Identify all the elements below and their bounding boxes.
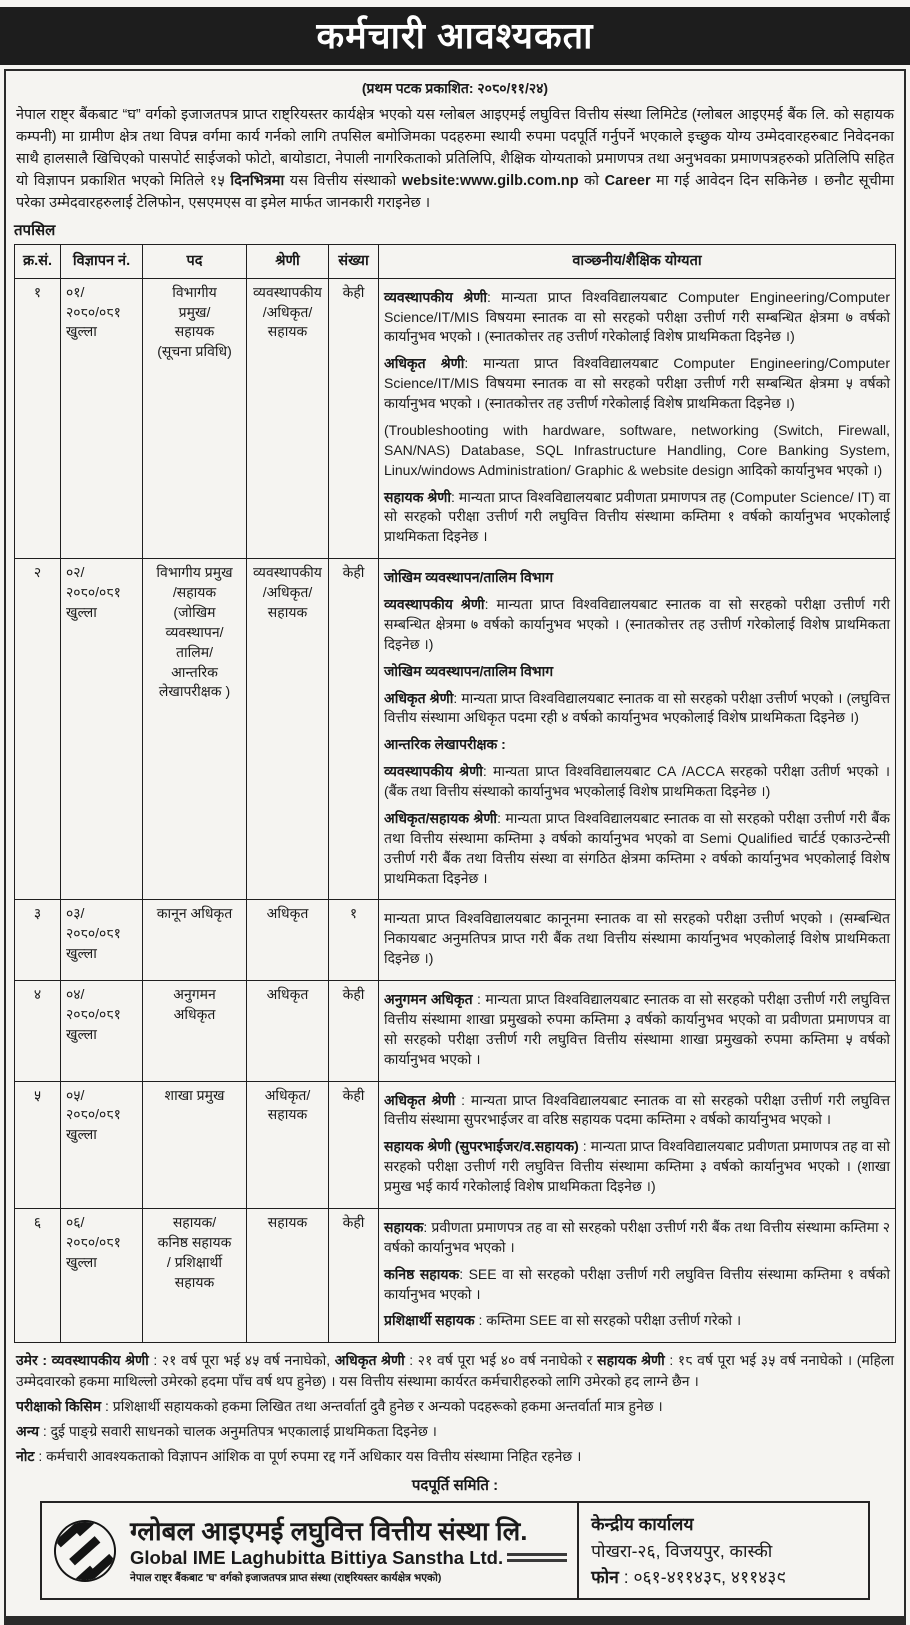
organization-names	[130, 1517, 567, 1585]
table-row	[15, 981, 896, 1082]
license-note: नेपाल राष्ट्र बैंकबाट 'घ' वर्गको इजाजतपत्र प्राप्त संस्था (राष्ट्रियस्तर कार्यक्षेत्र भएको)	[130, 1571, 442, 1584]
serial-number: ५	[15, 1081, 61, 1208]
grade-level: व्यवस्थापकीय /अधिकृत/ सहायक	[247, 278, 329, 559]
serial-number: ३	[15, 900, 61, 981]
page-title: कर्मचारी आवश्यकता	[0, 7, 910, 65]
phone-label: फोन	[591, 1566, 619, 1587]
grade-level: सहायक	[247, 1208, 329, 1342]
column-header: वाञ्छनीय/शैक्षिक योग्यता	[379, 245, 896, 279]
position-name: अनुगमन अधिकृत	[143, 981, 247, 1082]
advertisement-number: ०२/ २०८०/०८१ खुल्ला	[61, 559, 143, 900]
table-row	[15, 900, 896, 981]
central-office-title: केन्द्रीय कार्यालय	[591, 1514, 694, 1535]
advertisement-number: ०१/ २०८०/०८१ खुल्ला	[61, 278, 143, 559]
central-office-address: पोखरा-२६, विजयपुर, कास्की	[591, 1540, 773, 1561]
organization-name-english: Global IME Laghubitta Bittiya Sanstha Ltd.	[130, 1546, 504, 1568]
position-name: कानून अधिकृत	[143, 900, 247, 981]
qualification-details: सहायक: प्रवीणता प्रमाणपत्र तह वा सो सरहको परीक्षा उत्तीर्ण गरी बैंक तथा वित्तीय संस्थामा कम्तिमा २ वर्षको कार्यानुभव भएको । कनिष्ठ सहायक: SEE वा सो सरहको परीक्षा उत्तीर्ण गरी लघुवित्त वित्तीय संस्थामा कम्तिमा १ वर्षको कार्यानुभव भएको । प्रशिक्षार्थी सहायक : कम्तिमा SEE वा सो सरहको परीक्षा उत्तीर्ण गरेको ।	[379, 1208, 896, 1342]
table-row	[15, 1208, 896, 1342]
tapasil-label: तपसिल	[14, 222, 56, 240]
qualification-details: मान्यता प्राप्त विश्वविद्यालयबाट कानूनमा स्नातक वा सो सरहको परीक्षा उत्तीर्ण भएको । (सम्बन्धित निकायबाट अनुमतिपत्र प्राप्त गरी बैंक तथा वित्तीय संस्थामा कार्यानुभव भएकोलाई विशेष प्राथमिकता दिइनेछ ।)	[379, 900, 896, 981]
qualification-details: अनुगमन अधिकृत : मान्यता प्राप्त विश्वविद्यालयबाट स्नातक वा सो सरहको परीक्षा उत्तीर्ण गरी लघुवित्त वित्तीय संस्थामा शाखा प्रमुखको रुपमा कम्तिमा ३ वर्षको कार्यानुभव भएको वा प्रवीणता प्रमाणपत्र वा सो सरहको परीक्षा उत्तीर्ण गरी लघुवित्त वित्तीय संस्थामा शाखा प्रमुखको रुपमा कम्तिमा ५ वर्षको कार्यानुभव भएको ।	[379, 981, 896, 1082]
organization-identity	[42, 1503, 577, 1598]
phone-numbers: : ०६१-४११४३८, ४११४३९	[618, 1566, 786, 1587]
note-line: अन्य : दुई पाङ्ग्रे सवारी साधनको चालक अनुमतिपत्र भएकालाई प्राथमिकता दिइनेछ ।	[16, 1423, 437, 1440]
vacancy-count: केही	[329, 1208, 379, 1342]
serial-number: १	[15, 278, 61, 559]
notes	[16, 1350, 894, 1467]
vacancy-count: १	[329, 900, 379, 981]
table-row	[15, 1081, 896, 1208]
intro-paragraph: नेपाल राष्ट्र बैंकबाट “घ” वर्गको इजाजतपत्र प्राप्त राष्ट्रियस्तर कार्यक्षेत्र भएको यस ग्लोबल आइएमई लघुवित्त वित्तीय संस्था लिमिटेड (ग्लोबल आइएमई बैंक लि. को सहायक कम्पनी) मा ग्रामीण क्षेत्र तथा विपन्न वर्गमा कार्य गर्नको लागि तपसिल बमोजिमका पदहरुमा स्थायी रुपमा पदपूर्ति गर्नुपर्ने भएकाले इच्छुक योग्य उम्मेदवारहरुबाट निवेदनका साथै हालसालै खिचिएको पासपोर्ट साईजको फोटो, बायोडाटा, नेपाली नागरिकताको प्रतिलिपि, शैक्षिक योग्यताको प्रमाणपत्र तथा अनुभवका प्रमाणपत्रहरुको प्रतिलिपि सहित यो विज्ञापन प्रकाशित भएको मितिले १५ दिनभित्रमा यस वित्तीय संस्थाको website:www.gilb.com.np को Career मा गई आवेदन दिन सकिनेछ । छनौट सूचीमा परेका उम्मेदवारहरुलाई टेलिफोन, एसएमएस वा इमेल मार्फत जानकारी गराइनेछ ।	[16, 107, 894, 212]
qualification-details: अधिकृत श्रेणी : मान्यता प्राप्त विश्वविद्यालयबाट स्नातक वा सो सरहको परीक्षा उत्तीर्ण गरी लघुवित्त वित्तीय संस्थामा सुपरभाईजर वा वरिष्ठ सहायक पदमा कम्तिमा २ वर्षको कार्यानुभव भएको । सहायक श्रेणी (सुपरभाईजर/व.सहायक) : मान्यता प्राप्त विश्वविद्यालयबाट प्रवीणता प्रमाणपत्र तह वा सो सरहको परीक्षा उत्तीर्ण गरी लघुवित्त वित्तीय संस्थामा कम्तिमा ३ वर्षको कार्यानुभव भएको । (शाखा प्रमुख भई कार्य गरेकोलाई विशेष प्राथमिकता दिइनेछ ।)	[379, 1081, 896, 1208]
table-row	[15, 559, 896, 900]
table-row	[15, 278, 896, 559]
column-header: श्रेणी	[247, 245, 329, 279]
vacancy-table	[14, 244, 896, 1343]
organization-box	[40, 1501, 870, 1600]
serial-number: ६	[15, 1208, 61, 1342]
note-line: नोट : कर्मचारी आवश्यकताको विज्ञापन आंशिक वा पूर्ण रुपमा रद्द गर्ने अधिकार यस वित्तीय संस्थामा निहित रहनेछ ।	[16, 1448, 582, 1465]
qualification-details: जोखिम व्यवस्थापन/तालिम विभाग व्यवस्थापकीय श्रेणी: मान्यता प्राप्त विश्वविद्यालयबाट स्नातक वा सो सरहको परीक्षा उत्तीर्ण गरी सम्बन्धित क्षेत्रमा ७ वर्षको कार्यानुभव भएको । (स्नातकोत्तर तह उत्तीर्ण गरेकोलाई विशेष प्राथमिकता दिइनेछ ।) जोखिम व्यवस्थापन/तालिम विभाग अधिकृत श्रेणी: मान्यता प्राप्त विश्वविद्यालयबाट स्नातक वा सो सरहको परीक्षा उत्तीर्ण भएको । (लघुवित्त वित्तीय संस्थामा अधिकृत पदमा रही ४ वर्षको कार्यानुभव भएकोलाई विशेष प्राथमिकता दिइनेछ ।) आन्तरिक लेखापरीक्षक : व्यवस्थापकीय श्रेणी: मान्यता प्राप्त विश्वविद्यालयबाट CA /ACCA सरहको परीक्षा उतीर्ण भएको । (बैंक तथा वित्तीय संस्थाको कार्यानुभव भएकोलाई विशेष प्राथमिकता दिइनेछ ।) अधिकृत/सहायक श्रेणी: मान्यता प्राप्त विश्वविद्यालयबाट स्नातक वा सो सरहको परीक्षा उत्तीर्ण गरी बैंक तथा वित्तीय संस्थामा कम्तिमा ३ वर्षको कार्यानुभव भएको वा Semi Qualified चार्टर्ड एकाउन्टेन्सी उत्तीर्ण गरी बैंक तथा वित्तीय संस्था वा संगठित क्षेत्रमा कम्तिमा २ वर्षको कार्यानुभव भएकोलाई विशेष प्राथमिकता दिइनेछ ।	[379, 559, 896, 900]
central-office-block	[577, 1503, 868, 1598]
global-ime-logo-icon	[52, 1518, 118, 1584]
vacancy-count: केही	[329, 1081, 379, 1208]
column-header: संख्या	[329, 245, 379, 279]
column-header: विज्ञापन नं.	[61, 245, 143, 279]
grade-level: अधिकृत/ सहायक	[247, 1081, 329, 1208]
advertisement-number: ०४/ २०८०/०८१ खुल्ला	[61, 981, 143, 1082]
advertisement-number: ०५/ २०८०/०८१ खुल्ला	[61, 1081, 143, 1208]
advertisement-number: ०३/ २०८०/०८१ खुल्ला	[61, 900, 143, 981]
grade-level: अधिकृत	[247, 981, 329, 1082]
qualification-details: व्यवस्थापकीय श्रेणी: मान्यता प्राप्त विश्वविद्यालयबाट Computer Engineering/Computer Science/IT/MIS विषयमा स्नातक वा सो सरहको परीक्षा उत्तीर्ण गरी सम्बन्धित क्षेत्रमा ७ वर्षको कार्यानुभव भएको । (स्नातकोत्तर तह उत्तीर्ण गरेकोलाई विशेष प्राथमिकता दिइनेछ ।) अधिकृत श्रेणी: मान्यता प्राप्त विश्वविद्यालयबाट Computer Engineering/Computer Science/IT/MIS विषयमा स्नातक वा सो सरहको परीक्षा उत्तीर्ण गरी सम्बन्धित क्षेत्रमा ५ वर्षको कार्यानुभव भएको । (स्नातकोत्तर तह उत्तीर्ण गरेकोलाई विशेष प्राथमिकता दिइनेछ ।) (Troubleshooting with hardware, software, networking (Switch, Firewall, SAN/NAS) Database, SQL Infrastructure Handling, Core Banking System, Linux/windows Administration/ Graphic & website design आदिको कार्यानुभव भएको ।) सहायक श्रेणी: मान्यता प्राप्त विश्वविद्यालयबाट प्रवीणता प्रमाणपत्र तह (Computer Science/ IT) वा सो सरहको परीक्षा उत्तीर्ण गरी लघुवित्त वित्तीय संस्थामा कम्तिमा १ वर्षको कार्यानुभव भएकोलाई प्राथमिकता दिइनेछ ।	[379, 278, 896, 559]
document-frame	[4, 69, 906, 1625]
vacancy-count: केही	[329, 278, 379, 559]
serial-number: २	[15, 559, 61, 900]
position-name: सहायक/ कनिष्ठ सहायक / प्रशिक्षार्थी सहायक	[143, 1208, 247, 1342]
column-header: क्र.सं.	[15, 245, 61, 279]
double-rule	[507, 1553, 567, 1562]
note-line: परीक्षाको किसिम : प्रशिक्षार्थी सहायकको हकमा लिखित तथा अन्तर्वार्ता दुवै हुनेछ र अन्यको पदहरूको हकमा अन्तर्वार्ता मात्र हुनेछ ।	[16, 1398, 663, 1415]
table-head	[15, 245, 896, 279]
serial-number: ४	[15, 981, 61, 1082]
advertisement-number: ०६/ २०८०/०८१ खुल्ला	[61, 1208, 143, 1342]
note-line: उमेर : व्यवस्थापकीय श्रेणी : २१ वर्ष पूरा भई ४५ वर्ष ननाघेको, अधिकृत श्रेणी : २१ वर्ष पूरा भई ४० वर्ष ननाघेको र सहायक श्रेणी : १८ वर्ष पूरा भई ३५ वर्ष ननाघेको । (महिला उम्मेदवारको हकमा माथिल्लो उमेरको हदमा पाँच वर्ष थप हुनेछ) । यस वित्तीय संस्थामा कार्यरत कर्मचारीहरुको लागि उमेरको हद लाग्ने छैन ।	[16, 1352, 894, 1390]
table-head-row	[15, 245, 896, 279]
column-header: पद	[143, 245, 247, 279]
grade-level: अधिकृत	[247, 900, 329, 981]
committee-label: पदपूर्ति समिति :	[411, 1477, 499, 1495]
vacancy-count: केही	[329, 559, 379, 900]
grade-level: व्यवस्थापकीय /अधिकृत/ सहायक	[247, 559, 329, 900]
position-name: शाखा प्रमुख	[143, 1081, 247, 1208]
organization-name-nepali: ग्लोबल आइएमई लघुवित्त वित्तीय संस्था लि.	[130, 1515, 528, 1546]
position-name: विभागीय प्रमुख /सहायक (जोखिम व्यवस्थापन/ तालिम/ आन्तरिक लेखापरीक्षक )	[143, 559, 247, 900]
central-office-phone	[591, 1564, 856, 1590]
table-body	[15, 278, 896, 1343]
publication-date: (प्रथम पटक प्रकाशित: २०८०/११/२४)	[361, 80, 549, 96]
position-name: विभागीय प्रमुख/ सहायक (सूचना प्रविधि)	[143, 278, 247, 559]
vacancy-count: केही	[329, 981, 379, 1082]
